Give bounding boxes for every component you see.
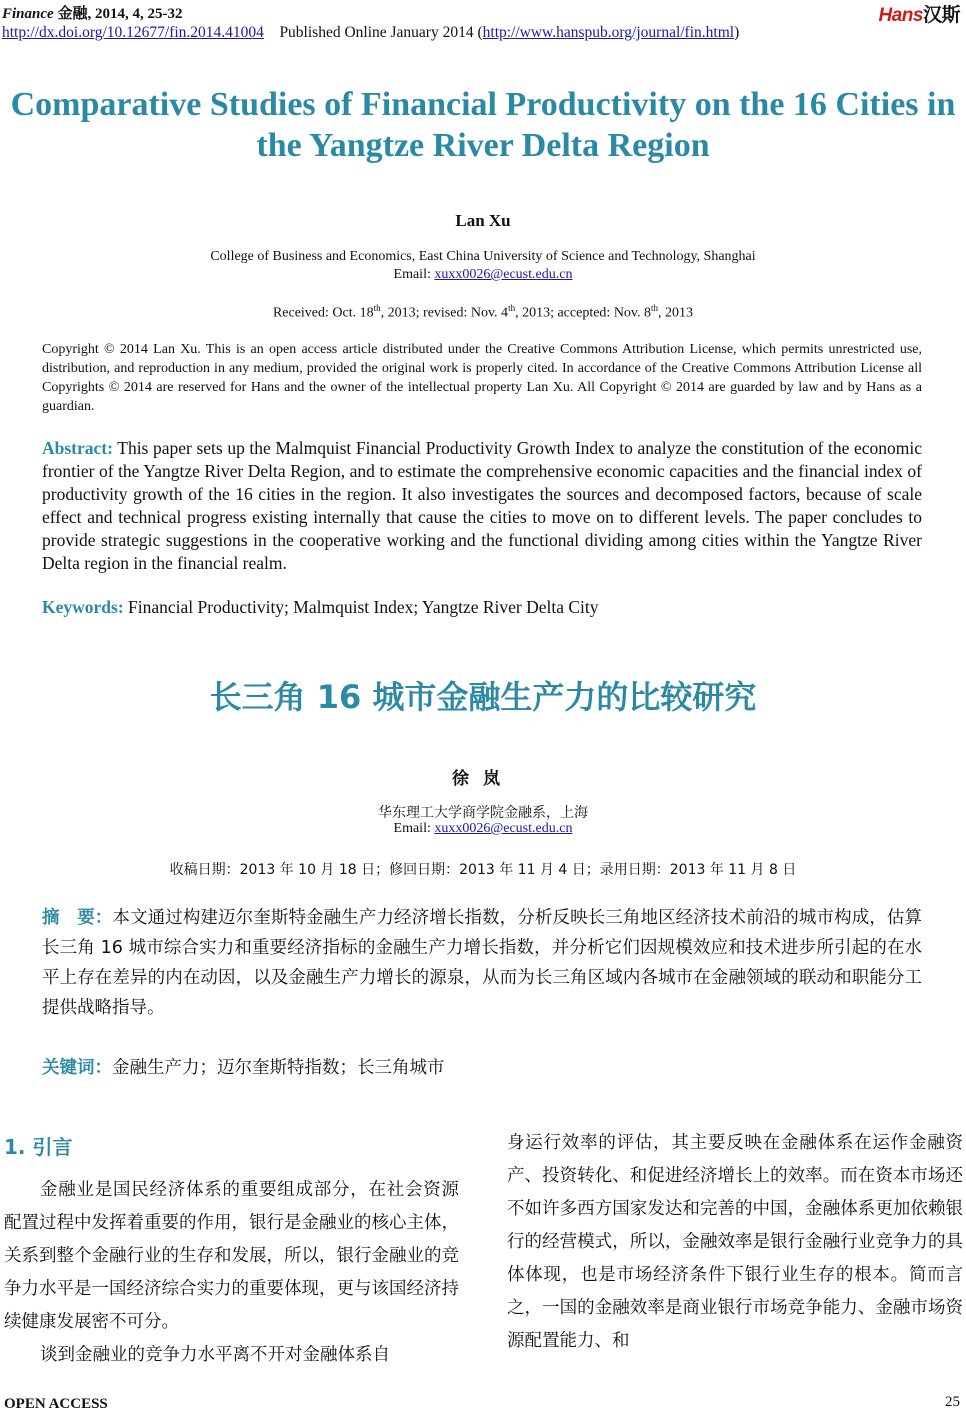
- title-cn: 长三角 16 城市金融生产力的比较研究: [209, 678, 757, 716]
- abstract-text: This paper sets up the Malmquist Financial Productivity Growth Index to analyze the constitution of the economic frontier of the Yangtze River Delta Region, and to estimate the comprehensive economic capacities and the financial index of productivity growth of the 16 cities in the region. It also investigates the sources and decomposed factors, because of scale effect and technical progress existing internally that cause the cities to move on to different levels. The paper concludes to provide strategic suggestions in the cooperative working and the functional dividing among cities within the Yangtze River Delta region in the financial realm.: [42, 438, 922, 573]
- doi-link[interactable]: http://dx.doi.org/10.12677/fin.2014.41004: [2, 24, 264, 41]
- open-access-label: OPEN ACCESS: [4, 1396, 108, 1412]
- body-column-left: [4, 1174, 459, 1372]
- body-paragraph: 身运行效率的评估，其主要反映在金融体系在运作金融资产、投资转化、和促进经济增长上的效率。而在资本市场还不如许多西方国家发达和完善的中国，金融体系更加依赖银行的经营模式，所以，金融效率是银行金融行业竞争力的具体体现，也是市场经济条件下银行业生存的根本。简而言之，一国的金融效率是商业银行市场竞争能力、金融市场资源配置能力、和: [507, 1133, 963, 1351]
- title-en: Comparative Studies of Financial Productivity on the 16 Cities in the Yangtze River Delta Region: [10, 86, 956, 164]
- received-part: Received: Oct. 18: [272, 305, 374, 321]
- volume-info: , 2014, 4, 25-32: [87, 6, 183, 22]
- keywords-cn: [42, 1054, 445, 1079]
- journal-header: [2, 2, 182, 23]
- keywords-en: [42, 597, 599, 618]
- email-line-cn: [0, 821, 966, 837]
- email-label: Email:: [393, 267, 435, 282]
- abstract-cn-label: 摘 要：: [42, 908, 113, 928]
- journal-name-cn: 金融: [57, 6, 88, 22]
- journal-name: Finance: [2, 6, 54, 22]
- received-sup: th: [373, 303, 381, 313]
- author-cn: 徐岚: [452, 769, 514, 789]
- received-sup: th: [508, 303, 516, 313]
- abstract-label: Abstract:: [42, 438, 113, 458]
- received-part: , 2013; accepted: Nov. 8: [515, 305, 652, 321]
- received-dates: [0, 303, 966, 322]
- logo-en: Hans: [878, 5, 923, 26]
- author-en: Lan Xu: [455, 211, 511, 230]
- journal-link[interactable]: http://www.hanspub.org/journal/fin.html: [482, 24, 735, 41]
- publisher-logo: [879, 0, 960, 27]
- keywords-cn-label: 关键词：: [42, 1058, 112, 1078]
- copyright-notice: Copyright © 2014 Lan Xu. This is an open access article distributed under the Creative Commons Attribution License, which permits unrestricted use, distribution, and reproduction in any medium, provided the original work is properly cited. In accordance of the Creative Commons Attribution License all Copyrights © 2014 are reserved for Hans and the owner of the intellectual property Lan Xu. All Copyright © 2014 are guarded by law and by Hans as a guardian.: [42, 342, 922, 414]
- received-part: , 2013: [658, 305, 694, 321]
- email-line-en: [0, 267, 966, 283]
- dates-cn: 收稿日期：2013 年 10 月 18 日；修回日期：2013 年 11 月 4 日；录用日期：2013 年 11 月 8 日: [169, 862, 797, 878]
- abstract-cn-text: 本文通过构建迈尔奎斯特金融生产力经济增长指数，分析反映长三角地区经济技术前沿的城市构成，估算长三角 16 城市综合实力和重要经济指标的金融生产力增长指数，并分析它们因规模效应和技术进步所引起的在水平上存在差异的内在动因，以及金融生产力增长的源泉，从而为长三角区域内各城市在金融领域的联动和职能分工提供战略指导。: [42, 908, 923, 1018]
- keywords-text: Financial Productivity; Malmquist Index; Yangtze River Delta City: [123, 597, 599, 617]
- email-link[interactable]: xuxx0026@ecust.edu.cn: [434, 267, 573, 282]
- logo-cn: 汉斯: [922, 5, 960, 26]
- email-label-cn: Email:: [393, 821, 435, 836]
- publication-line: [2, 24, 739, 42]
- email-link-cn[interactable]: xuxx0026@ecust.edu.cn: [434, 821, 573, 836]
- affiliation-en: College of Business and Economics, East China University of Science and Technology, Shanghai: [210, 249, 756, 264]
- published-text: Published Online January 2014 (: [279, 24, 483, 41]
- keywords-cn-text: 金融生产力；迈尔奎斯特指数；长三角城市: [112, 1058, 445, 1078]
- body-paragraph: 谈到金融业的竞争力水平离不开对金融体系自: [40, 1345, 390, 1365]
- affiliation-cn: 华东理工大学商学院金融系，上海: [378, 805, 588, 821]
- body-column-right: [507, 1127, 963, 1358]
- section-heading-intro: 1. 引言: [4, 1135, 73, 1159]
- published-close: ): [734, 24, 740, 41]
- page-number: 25: [945, 1394, 960, 1410]
- body-paragraph: 金融业是国民经济体系的重要组成部分，在社会资源配置过程中发挥着重要的作用，银行是金融业的核心主体，关系到整个金融行业的生存和发展，所以，银行金融业的竞争力水平是一国经济综合实力的重要体现，更与该国经济持续健康发展密不可分。: [4, 1180, 459, 1332]
- abstract-en: [42, 437, 922, 575]
- received-part: , 2013; revised: Nov. 4: [380, 305, 509, 321]
- received-sup: th: [651, 303, 659, 313]
- abstract-cn: [42, 903, 922, 1023]
- keywords-label: Keywords:: [42, 597, 124, 617]
